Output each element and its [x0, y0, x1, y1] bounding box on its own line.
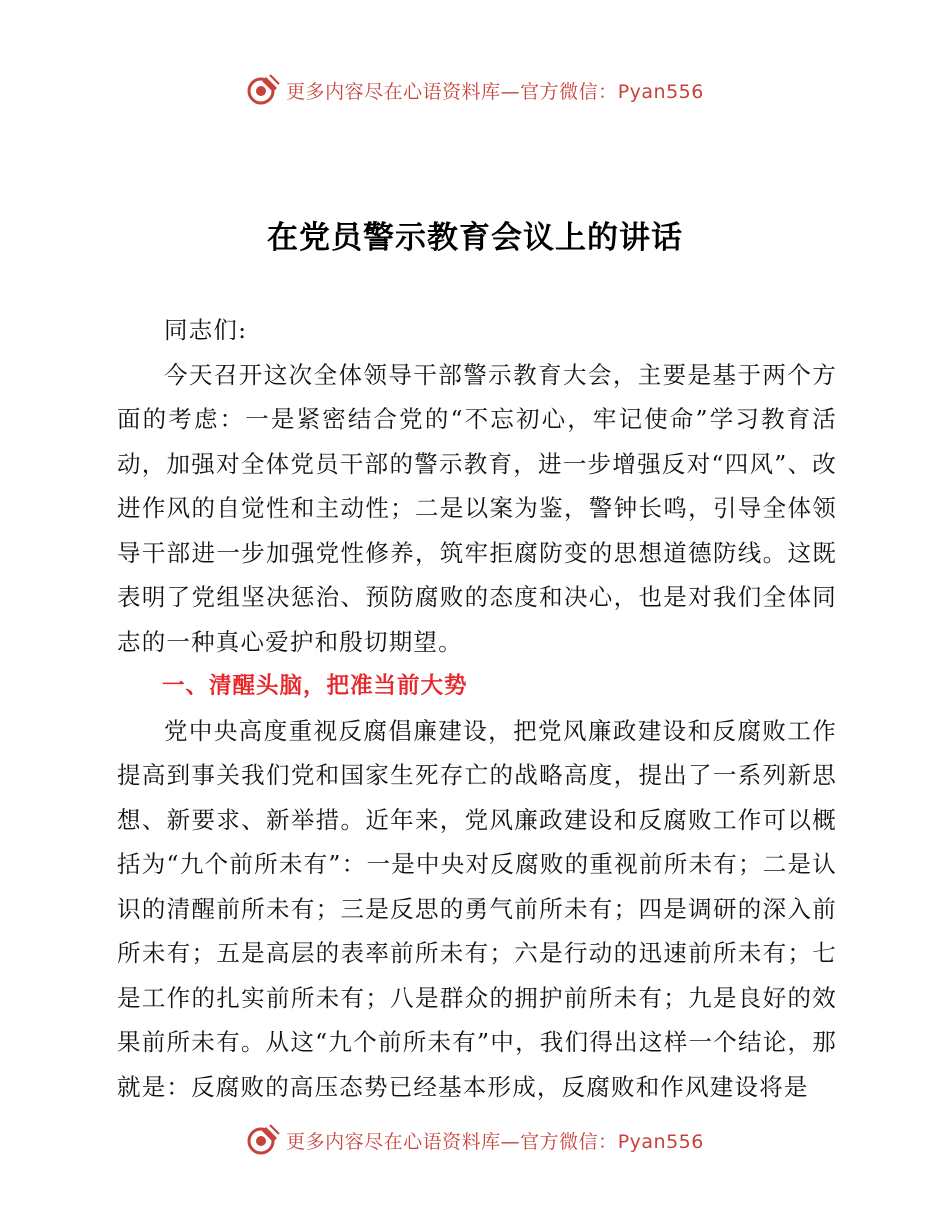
watermark-text: 更多内容尽在心语资料库—官方微信：Pyan556 — [286, 1130, 704, 1153]
watermark-text: 更多内容尽在心语资料库—官方微信：Pyan556 — [286, 80, 704, 103]
section-paragraph: 党中央高度重视反腐倡廉建设，把党风廉政建设和反腐败工作提高到事关我们党和国家生死存亡的战略高度，提出了一系列新思想、新要求、新举措。近年来，党风廉政建设和反腐败工作可以概括为“九个前所未有”：一是中央对反腐败的重视前所未有；二是认识的清醒前所未有；三是反思的勇气前所未有；四是调研的深入前所未有；五是高层的表率前所未有；六是行动的迅速前所未有；七是工作的扎实前所未有；八是群众的拥护前所未有；九是良好的效果前所未有。从这“九个前所未有”中，我们得出这样一个结论，那就是：反腐败的高压态势已经基本形成，反腐败和作风建设将是 — [117, 716, 837, 1101]
section-heading: 一、清醒头脑，把准当前大势 — [162, 673, 468, 699]
document-body — [117, 308, 837, 1109]
footer-watermark — [0, 1120, 950, 1160]
intro-paragraph: 今天召开这次全体领导干部警示教育大会，主要是基于两个方面的考虑：一是紧密结合党的“不忘初心，牢记使命”学习教育活动，加强对全体党员干部的警示教育，进一步增强反对“四风”、改进作风的自觉性和主动性；二是以案为鉴，警钟长鸣，引导全体领导干部进一步加强党性修养，筑牢拒腐防变的思想道德防线。这既表明了党组坚决惩治、预防腐败的态度和决心，也是对我们全体同志的一种真心爱护和殷切期望。 — [117, 360, 837, 656]
brand-logo-icon — [246, 73, 280, 107]
document-title: 在党员警示教育会议上的讲话 — [267, 220, 683, 256]
brand-logo-icon — [246, 1123, 280, 1157]
header-watermark — [0, 70, 950, 110]
greeting: 同志们: — [164, 316, 248, 344]
